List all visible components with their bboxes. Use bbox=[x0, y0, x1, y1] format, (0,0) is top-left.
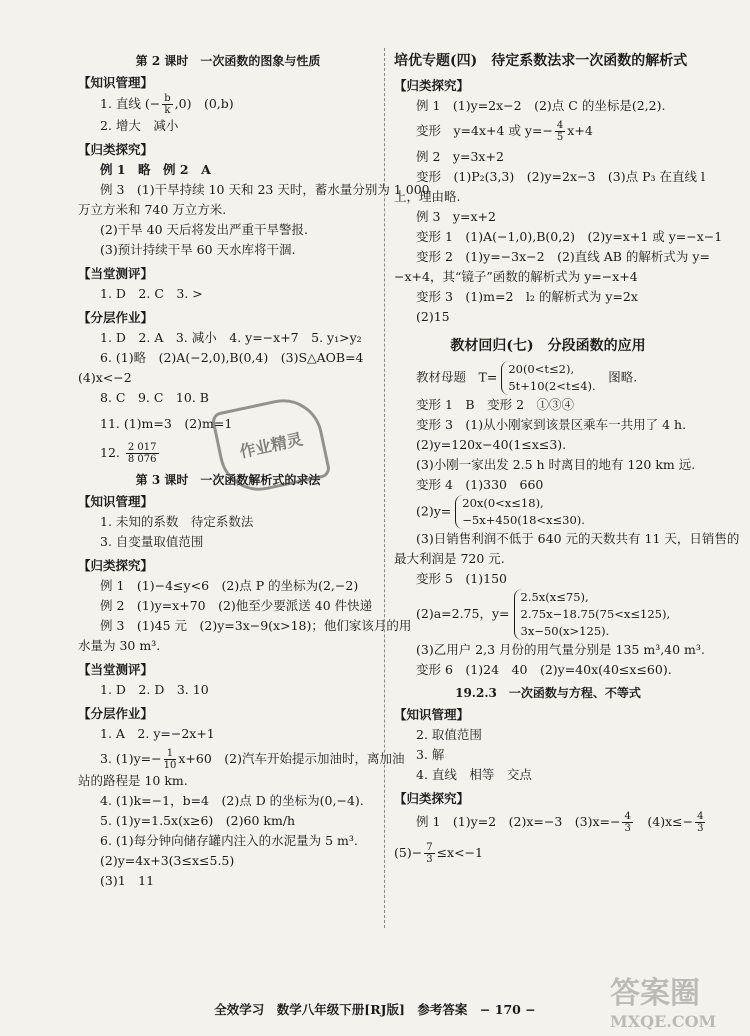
textbook-review-title: 教材回归(七) 分段函数的应用 bbox=[450, 338, 646, 354]
h7-line: (2)y=4x+3(3≤x≤5.5) bbox=[100, 853, 235, 868]
r11-line: (2)15 bbox=[416, 309, 450, 324]
f3-line: (4)x<−2 bbox=[78, 370, 132, 385]
f4-line: 8. C 9. C 10. B bbox=[100, 390, 209, 405]
knowledge-tag: 【知识管理】 bbox=[78, 75, 154, 90]
r5-line: 上，理由略. bbox=[394, 189, 461, 204]
fraction: $\frac{4}{3}$ bbox=[624, 811, 631, 834]
v12-line: 变形 6 (1)24 40 (2)y=40x(40≤x≤60). bbox=[416, 662, 672, 677]
explore-tag-4: 【归类探究】 bbox=[394, 791, 470, 806]
v10-line: (2)a=2.75，y= 2.5x(x≤75), 2.75x−18.75(75<x≤125), 3x−50(x>125). bbox=[416, 590, 671, 638]
d1-line: 1. D 2. C 3. > bbox=[100, 286, 203, 301]
g4-line: (2)干旱 40 天后将发出严重干旱警报. bbox=[100, 222, 309, 237]
lesson2-title: 第 2 课时 一次函数的图象与性质 bbox=[135, 54, 321, 68]
column-divider bbox=[384, 48, 386, 928]
f2-line: 6. (1)略 (2)A(−2,0),B(0,4) (3)S△AOB=4 bbox=[100, 350, 364, 365]
n2-line: 3. 解 bbox=[416, 747, 445, 762]
g2-line: 例 3 (1)干旱持续 10 天和 23 天时，蓄水量分别为 1 000 bbox=[100, 182, 430, 197]
z31-line: 1. 未知的系数 待定系数法 bbox=[100, 514, 254, 529]
e1-line: 例 1 (1)−4≤y<6 (2)点 P 的坐标为(2,−2) bbox=[100, 578, 359, 593]
knowledge-tag-3: 【知识管理】 bbox=[394, 707, 470, 722]
v5-line: 变形 4 (1)330 660 bbox=[416, 477, 544, 492]
v9-line: 变形 5 (1)150 bbox=[416, 571, 507, 586]
d31-line: 1. D 2. D 3. 10 bbox=[100, 682, 209, 697]
mother-problem-line: 教材母题 T= 20(0<t≤2), 5t+10(2<t≤4). 图略. bbox=[416, 362, 638, 393]
v1-line: 变形 1 B 变形 2 ①③④ bbox=[416, 397, 575, 412]
r2-line: 变形 y=4x+4 或 y=− $\frac{4}{5}$ x+4 bbox=[416, 120, 593, 143]
n1-line: 2. 取值范围 bbox=[416, 727, 482, 742]
knowledge-tag-2: 【知识管理】 bbox=[78, 494, 154, 509]
v8-line: 最大利润是 720 元. bbox=[394, 551, 505, 566]
right-column bbox=[394, 48, 740, 865]
n3-line: 4. 直线 相等 交点 bbox=[416, 767, 532, 782]
fraction: $\frac{4}{5}$ bbox=[556, 120, 564, 143]
explore-tag: 【归类探究】 bbox=[78, 142, 154, 157]
h8-line: (3)1 11 bbox=[100, 873, 155, 888]
e2-line: 例 2 (1)y=x+70 (2)他至少要派送 40 件快递 bbox=[100, 598, 373, 613]
e4-line: 水量为 30 m³. bbox=[78, 638, 161, 653]
homework-tag-2: 【分层作业】 bbox=[78, 706, 154, 721]
z32-line: 3. 自变量取值范围 bbox=[100, 534, 204, 549]
k1-line: 1. 直线 (− $\frac{b}{k}$ ,0) (0,b) bbox=[100, 93, 234, 116]
h2-line: 3. (1)y=− $\frac{1}{10}$ x+60 (2)汽车开始提示加油时，离加油 bbox=[100, 748, 405, 771]
fraction: $\frac{4}{3}$ bbox=[697, 811, 704, 834]
r3-line: 例 2 y=3x+2 bbox=[416, 149, 504, 164]
r4-line: 变形 (1)P₂(3,3) (2)y=2x−3 (3)点 P₃ 在直线 l bbox=[416, 169, 705, 184]
explore-tag-3: 【归类探究】 bbox=[394, 78, 470, 93]
h4-line: 4. (1)k=−1，b=4 (2)点 D 的坐标为(0,−4). bbox=[100, 793, 364, 808]
g1-line: 例 1 略 例 2 A bbox=[100, 162, 211, 177]
homework-stamp: 作业精灵 bbox=[210, 392, 332, 498]
g5-line: (3)预计持续干旱 60 天水库将干涸. bbox=[100, 242, 296, 257]
fraction: $\frac{2 017}{8 076}$ bbox=[127, 442, 157, 465]
test-tag: 【当堂测评】 bbox=[78, 266, 154, 281]
f6-line: 12. $\frac{2 017}{8 076}$ bbox=[100, 442, 157, 465]
special-topic-title: 培优专题(四) 待定系数法求一次函数的解析式 bbox=[394, 53, 688, 69]
v3-line: (2)y=120x−40(1≤x≤3). bbox=[416, 437, 567, 452]
r7-line: 变形 1 (1)A(−1,0),B(0,2) (2)y=x+1 或 y=−x−1 bbox=[416, 229, 723, 244]
v11-line: (3)乙用户 2,3 月份的用气量分别是 135 m³,40 m³. bbox=[416, 642, 705, 657]
f5-line: 11. (1)m=3 (2)m=1 bbox=[100, 416, 233, 431]
homework-tag: 【分层作业】 bbox=[78, 310, 154, 325]
v7-line: (3)日销售利润不低于 640 元的天数共有 11 天，日销售的 bbox=[416, 531, 740, 546]
r9-line: −x+4，其“镜子”函数的解析式为 y=−x+4 bbox=[394, 269, 638, 284]
site-watermark: 答案圈 MXQE.COM bbox=[610, 976, 717, 1031]
fraction: $\frac{7}{3}$ bbox=[426, 842, 433, 865]
piecewise-brace: 20(0<t≤2), 5t+10(2<t≤4). bbox=[501, 361, 595, 395]
f1-line: 1. D 2. A 3. 减小 4. y=−x+7 5. y₁>y₂ bbox=[100, 330, 362, 345]
h1-line: 1. A 2. y=−2x+1 bbox=[100, 726, 215, 741]
v6-line: (2)y= 20x(0<x≤18), −5x+450(18<x≤30). bbox=[416, 496, 585, 527]
lesson3-title: 第 3 课时 一次函数解析式的求法 bbox=[135, 473, 321, 487]
r6-line: 例 3 y=x+2 bbox=[416, 209, 496, 224]
x1-line: 例 1 (1)y=2 (2)x=−3 (3)x=− $\frac{4}{3}$ (4)x≤− $\frac{4}{3}$ bbox=[416, 811, 704, 834]
page-footer: 全效学习 数学八年级下册[RJ版] 参考答案 − 170 − bbox=[214, 1002, 536, 1017]
g3-line: 万立方米和 740 万立方米. bbox=[78, 202, 227, 217]
r8-line: 变形 2 (1)y=−3x−2 (2)直线 AB 的解析式为 y= bbox=[416, 249, 710, 264]
h3-line: 站的路程是 10 km. bbox=[78, 773, 188, 788]
r10-line: 变形 3 (1)m=2 l₂ 的解析式为 y=2x bbox=[416, 289, 638, 304]
v4-line: (3)小刚一家出发 2.5 h 时离目的地有 120 km 远. bbox=[416, 457, 696, 472]
x2-line: (5)− $\frac{7}{3}$ ≤x<−1 bbox=[394, 842, 483, 865]
e3-line: 例 3 (1)45 元 (2)y=3x−9(x>18)；他们家该月的用 bbox=[100, 618, 412, 633]
piecewise-brace: 2.5x(x≤75), 2.75x−18.75(75<x≤125), 3x−50(x>125). bbox=[514, 589, 671, 640]
h6-line: 6. (1)每分钟向储存罐内注入的水泥量为 5 m³. bbox=[100, 833, 358, 848]
fraction: $\frac{1}{10}$ bbox=[163, 748, 177, 771]
h5-line: 5. (1)y=1.5x(x≥6) (2)60 km/h bbox=[100, 813, 296, 828]
v2-line: 变形 3 (1)从小刚家到该景区乘车一共用了 4 h. bbox=[416, 417, 687, 432]
explore-tag-2: 【归类探究】 bbox=[78, 558, 154, 573]
r1-line: 例 1 (1)y=2x−2 (2)点 C 的坐标是(2,2). bbox=[416, 98, 666, 113]
piecewise-brace: 20x(0<x≤18), −5x+450(18<x≤30). bbox=[455, 495, 585, 529]
fraction: $\frac{b}{k}$ bbox=[164, 93, 171, 116]
section-19-2-3-title: 19.2.3 一次函数与方程、不等式 bbox=[455, 686, 641, 700]
k2-line: 2. 增大 减小 bbox=[100, 118, 179, 133]
test-tag-2: 【当堂测评】 bbox=[78, 662, 154, 677]
